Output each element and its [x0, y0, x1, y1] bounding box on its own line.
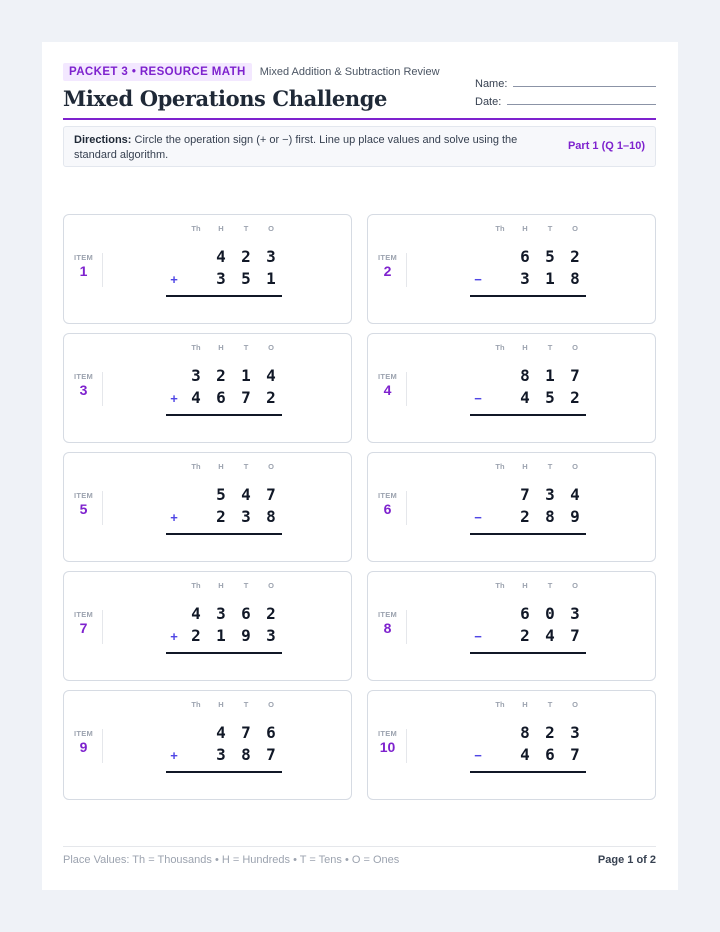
place-value-header: Th [495, 700, 505, 709]
item-label: ITEM [73, 729, 94, 738]
top-digit: 3 [216, 604, 226, 623]
top-digit: 2 [570, 247, 580, 266]
answer-line [166, 652, 282, 654]
place-value-header: O [572, 343, 578, 352]
worksheet-page [42, 42, 678, 890]
footer-divider [63, 846, 656, 847]
operation-sign[interactable]: + [170, 391, 178, 406]
top-digit: 3 [191, 366, 201, 385]
answer-line [166, 414, 282, 416]
problem-card[interactable] [367, 571, 656, 681]
place-value-header: O [268, 581, 274, 590]
place-value-header: T [243, 581, 249, 590]
place-value-header: O [268, 462, 274, 471]
bottom-digit: 4 [191, 388, 201, 407]
top-digit: 6 [266, 723, 276, 742]
bottom-digit: 7 [570, 745, 580, 764]
place-value-header: Th [495, 581, 505, 590]
top-digit: 1 [545, 366, 555, 385]
top-digit: 3 [570, 604, 580, 623]
item-divider [102, 491, 103, 525]
answer-line [166, 533, 282, 535]
problem-card[interactable] [63, 333, 352, 443]
place-value-header: O [268, 343, 274, 352]
item-number: 7 [79, 620, 88, 636]
name-field[interactable] [475, 72, 656, 90]
item-divider [406, 253, 407, 287]
bottom-digit: 7 [241, 388, 251, 407]
top-digit: 1 [241, 366, 251, 385]
problem-card[interactable] [63, 452, 352, 562]
operation-sign[interactable]: − [474, 272, 482, 287]
place-value-header: O [572, 581, 578, 590]
item-divider [406, 729, 407, 763]
top-digit: 7 [570, 366, 580, 385]
top-digit: 6 [520, 247, 530, 266]
item-label: ITEM [377, 372, 398, 381]
top-digit: 7 [520, 485, 530, 504]
bottom-digit: 8 [570, 269, 580, 288]
problem-card[interactable] [63, 690, 352, 800]
bottom-digit: 2 [570, 388, 580, 407]
bottom-digit: 5 [545, 388, 555, 407]
item-label: ITEM [377, 253, 398, 262]
date-line [507, 104, 656, 105]
page-number: Page 1 of 2 [597, 854, 656, 866]
bottom-digit: 3 [216, 269, 226, 288]
place-value-header: H [218, 462, 224, 471]
place-value-header: H [218, 224, 224, 233]
answer-line [470, 533, 586, 535]
answer-line [470, 414, 586, 416]
name-label: Name: [475, 78, 508, 90]
problem-card[interactable] [63, 571, 352, 681]
item-badge [368, 253, 407, 279]
operation-sign[interactable]: + [170, 272, 178, 287]
bottom-digit: 2 [216, 507, 226, 526]
top-digit: 3 [266, 247, 276, 266]
item-number: 6 [383, 501, 392, 517]
place-value-header: T [547, 224, 553, 233]
place-value-header: H [522, 581, 528, 590]
operation-sign[interactable]: + [170, 510, 178, 525]
bottom-digit: 2 [520, 507, 530, 526]
date-label: Date: [475, 96, 502, 108]
directions-text [74, 133, 544, 162]
answer-line [166, 295, 282, 297]
place-value-header: O [572, 224, 578, 233]
packet-tag: PACKET 3 • RESOURCE MATH [63, 63, 252, 81]
bottom-digit: 6 [545, 745, 555, 764]
answer-line [470, 652, 586, 654]
item-badge [64, 253, 103, 279]
directions-body: Circle the operation sign (+ or −) first. Line up place values and solve using the standard algorithm. [74, 134, 518, 161]
operation-sign[interactable]: + [170, 748, 178, 763]
bottom-digit: 2 [266, 388, 276, 407]
place-value-header: Th [191, 581, 201, 590]
item-badge [368, 372, 407, 398]
place-value-header: H [522, 343, 528, 352]
place-value-header: T [547, 700, 553, 709]
place-value-header: O [268, 224, 274, 233]
bottom-digit: 1 [266, 269, 276, 288]
operation-sign[interactable]: − [474, 748, 482, 763]
item-number: 10 [379, 739, 396, 755]
item-divider [102, 729, 103, 763]
bottom-digit: 1 [545, 269, 555, 288]
item-number: 9 [79, 739, 88, 755]
top-digit: 5 [216, 485, 226, 504]
place-value-header: T [547, 343, 553, 352]
page-title: Mixed Operations Challenge [63, 86, 388, 111]
bottom-digit: 9 [570, 507, 580, 526]
item-divider [102, 372, 103, 406]
item-label: ITEM [73, 253, 94, 262]
operation-sign[interactable]: − [474, 391, 482, 406]
item-number: 1 [79, 263, 88, 279]
bottom-digit: 8 [266, 507, 276, 526]
name-line [513, 86, 656, 87]
place-value-legend: Place Values: Th = Thousands • H = Hundreds • T = Tens • O = Ones [63, 854, 400, 866]
bottom-digit: 4 [545, 626, 555, 645]
place-value-header: H [218, 343, 224, 352]
item-number: 5 [79, 501, 88, 517]
place-value-header: O [268, 700, 274, 709]
top-digit: 2 [545, 723, 555, 742]
item-badge [368, 491, 407, 517]
place-value-header: H [522, 224, 528, 233]
top-digit: 4 [216, 247, 226, 266]
top-digit: 4 [241, 485, 251, 504]
place-value-header: Th [495, 343, 505, 352]
item-divider [406, 491, 407, 525]
top-digit: 2 [216, 366, 226, 385]
worksheet-header [63, 63, 656, 121]
place-value-header: Th [191, 462, 201, 471]
place-value-header: O [572, 462, 578, 471]
item-number: 8 [383, 620, 392, 636]
answer-line [470, 771, 586, 773]
top-digit: 3 [570, 723, 580, 742]
name-date-fields [475, 72, 656, 108]
item-number: 4 [383, 382, 392, 398]
item-divider [102, 610, 103, 644]
worksheet-subtitle: Mixed Addition & Subtraction Review [259, 66, 440, 78]
item-label: ITEM [73, 491, 94, 500]
bottom-digit: 8 [241, 745, 251, 764]
problem-card[interactable] [367, 333, 656, 443]
top-digit: 5 [545, 247, 555, 266]
bottom-digit: 7 [570, 626, 580, 645]
place-value-header: Th [495, 462, 505, 471]
bottom-digit: 5 [241, 269, 251, 288]
part-label: Part 1 (Q 1–10) [567, 140, 645, 152]
top-digit: 7 [241, 723, 251, 742]
problem-card[interactable] [63, 214, 352, 324]
item-badge [64, 729, 103, 755]
top-digit: 4 [266, 366, 276, 385]
top-digit: 2 [241, 247, 251, 266]
place-value-header: O [572, 700, 578, 709]
directions-label: Directions: [74, 134, 132, 146]
bottom-digit: 3 [266, 626, 276, 645]
top-digit: 6 [241, 604, 251, 623]
top-digit: 2 [266, 604, 276, 623]
top-digit: 4 [570, 485, 580, 504]
problem-card[interactable] [367, 690, 656, 800]
item-label: ITEM [377, 729, 398, 738]
place-value-header: T [243, 462, 249, 471]
bottom-digit: 8 [545, 507, 555, 526]
place-value-header: T [243, 224, 249, 233]
date-field[interactable] [475, 90, 656, 108]
bottom-digit: 1 [216, 626, 226, 645]
item-number: 2 [383, 263, 392, 279]
top-digit: 6 [520, 604, 530, 623]
place-value-header: H [522, 462, 528, 471]
item-badge [64, 610, 103, 636]
place-value-header: Th [191, 343, 201, 352]
place-value-header: T [547, 462, 553, 471]
item-badge [368, 610, 407, 636]
top-digit: 7 [266, 485, 276, 504]
bottom-digit: 4 [520, 388, 530, 407]
item-label: ITEM [73, 610, 94, 619]
item-label: ITEM [377, 610, 398, 619]
place-value-header: H [522, 700, 528, 709]
place-value-header: T [243, 343, 249, 352]
item-number: 3 [79, 382, 88, 398]
item-badge [64, 372, 103, 398]
header-divider [63, 118, 656, 120]
bottom-digit: 4 [520, 745, 530, 764]
place-value-header: H [218, 700, 224, 709]
top-digit: 4 [191, 604, 201, 623]
problem-card[interactable] [367, 214, 656, 324]
directions-box [63, 126, 656, 167]
operation-sign[interactable]: − [474, 510, 482, 525]
bottom-digit: 3 [216, 745, 226, 764]
item-divider [406, 372, 407, 406]
bottom-digit: 6 [216, 388, 226, 407]
item-badge [64, 491, 103, 517]
bottom-digit: 3 [520, 269, 530, 288]
item-label: ITEM [73, 372, 94, 381]
item-divider [406, 610, 407, 644]
place-value-header: T [547, 581, 553, 590]
bottom-digit: 3 [241, 507, 251, 526]
place-value-header: Th [191, 700, 201, 709]
top-digit: 0 [545, 604, 555, 623]
item-badge [368, 729, 407, 755]
bottom-digit: 7 [266, 745, 276, 764]
place-value-header: Th [191, 224, 201, 233]
top-digit: 3 [545, 485, 555, 504]
bottom-digit: 9 [241, 626, 251, 645]
operation-sign[interactable]: − [474, 629, 482, 644]
top-digit: 4 [216, 723, 226, 742]
top-digit: 8 [520, 366, 530, 385]
place-value-header: Th [495, 224, 505, 233]
answer-line [470, 295, 586, 297]
place-value-header: H [218, 581, 224, 590]
problem-card[interactable] [367, 452, 656, 562]
bottom-digit: 2 [191, 626, 201, 645]
answer-line [166, 771, 282, 773]
operation-sign[interactable]: + [170, 629, 178, 644]
item-divider [102, 253, 103, 287]
top-digit: 8 [520, 723, 530, 742]
item-label: ITEM [377, 491, 398, 500]
bottom-digit: 2 [520, 626, 530, 645]
place-value-header: T [243, 700, 249, 709]
